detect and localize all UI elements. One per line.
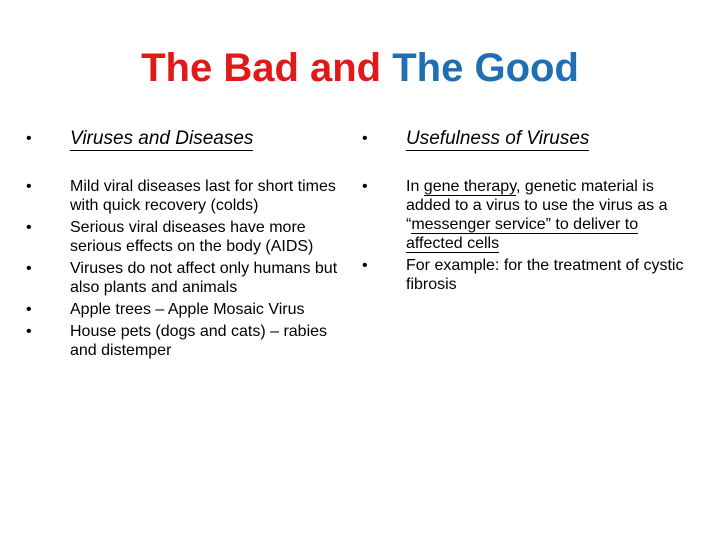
right-heading: Usefulness of Viruses — [406, 128, 590, 149]
bullet: • — [26, 301, 32, 318]
bullet: • — [26, 178, 32, 195]
right-bullet-list — [362, 177, 692, 297]
list-item — [362, 177, 692, 253]
left-heading-row — [26, 128, 253, 151]
bullet: • — [362, 178, 368, 195]
left-heading: Viruses and Diseases — [70, 128, 254, 149]
title-good: The Good — [392, 46, 579, 90]
gene-therapy-link[interactable]: gene therapy — [423, 178, 517, 195]
list-item: • Serious viral diseases have more serious effects on the body (AIDS) — [26, 219, 314, 255]
bullet: • — [26, 219, 32, 236]
list-item: • For example: for the treatment of cystic fibrosis — [362, 257, 684, 293]
messenger-service-link[interactable]: messenger service” to deliver to affected cells — [406, 216, 639, 252]
list-item: • Viruses do not affect only humans but also plants and animals — [26, 260, 338, 296]
list-item: • Apple trees – Apple Mosaic Virus — [26, 301, 305, 318]
bullet: • — [26, 323, 32, 340]
bullet: • — [26, 130, 32, 147]
list-item: • House pets (dogs and cats) – rabies and distemper — [26, 323, 328, 359]
right-heading-row — [362, 128, 589, 151]
title-bad: The Bad and — [141, 46, 382, 90]
gene-therapy-text: In gene therapy, genetic material is added to a virus to use the virus as a “messenger service” to deliver to affected cells — [406, 178, 668, 252]
bullet: • — [362, 130, 368, 147]
list-item: • Mild viral diseases last for short times with quick recovery (colds) — [26, 178, 336, 214]
bullet: • — [362, 257, 368, 274]
left-bullet-list — [26, 177, 356, 363]
bullet: • — [26, 260, 32, 277]
slide-title — [0, 42, 720, 94]
